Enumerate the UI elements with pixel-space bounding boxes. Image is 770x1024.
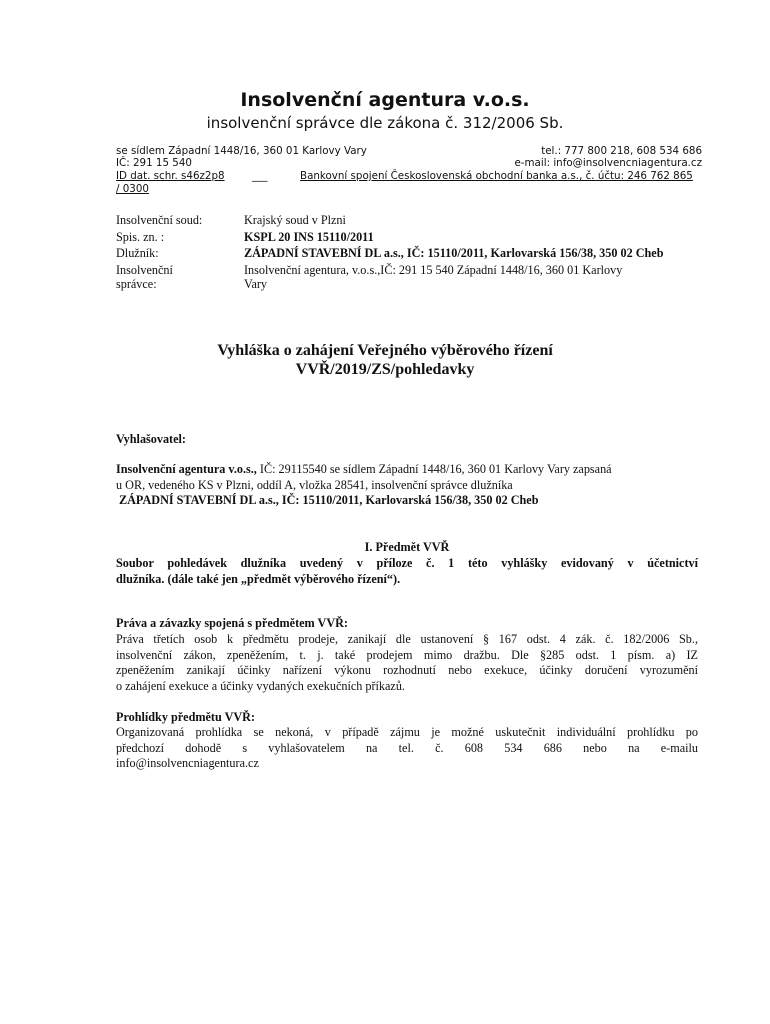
company-phone: tel.: 777 800 218, 608 534 686 [541, 145, 702, 157]
case-row-debtor [116, 246, 696, 261]
rights-paragraph [116, 632, 698, 694]
subject-line1: Soubor pohledávek dlužníka uvedený v příloze č. 1 této vyhlášky evidovaný v účetnictví [116, 556, 698, 570]
rights-line4: o zahájení exekuce a účinky vydaných exekučních příkazů. [116, 678, 405, 693]
announcer-heading: Vyhlašovatel: [116, 432, 186, 446]
announcer-name: Insolvenční agentura v.o.s., [116, 462, 257, 476]
trustee-label-line2: správce: [116, 277, 157, 291]
header-gap: ___ [252, 170, 268, 182]
company-title: Insolvenční agentura v.o.s. [240, 89, 530, 111]
databox-id: ID dat. schr. s46z2p8 [116, 170, 225, 182]
trustee-label-line1: Insolvenční [116, 262, 173, 277]
trustee-value-line2: Vary [244, 277, 268, 291]
bank-connection-cont: / 0300 [116, 183, 149, 195]
announcer-details: IČ: 29115540 se sídlem Západní 1448/16, 360 01 Karlovy Vary zapsaná [256, 462, 612, 476]
court-value: Krajský soud v Plzni [244, 213, 346, 228]
rights-line1: Práva třetích osob k předmětu prodeje, zanikají dle ustanovení § 167 odst. 4 zák. č. 182/2006 Sb., [116, 632, 698, 646]
debtor-value: ZÁPADNÍ STAVEBNÍ DL a.s., IČ: 15110/2011, Karlovarská 156/38, 350 02 Cheb [244, 246, 664, 260]
debtor-label: Dlužník: [116, 246, 159, 260]
inspection-paragraph [116, 725, 698, 772]
trustee-label [116, 261, 244, 292]
inspection-line1: Organizovaná prohlídka se nekoná, v případě zájmu je možné uskutečnit individuální prohlídku po [116, 725, 698, 739]
subject-line2: dlužníka. (dále také jen „předmět výběrového řízení“). [116, 571, 401, 586]
subject-heading: I. Předmět VVŘ [364, 540, 450, 554]
announcer-line2: u OR, vedeného KS v Plzni, oddíl A, vložka 28541, insolvenční správce dlužníka [116, 477, 513, 492]
file-label: Spis. zn. : [116, 230, 165, 245]
inspection-line2: předchozí dohodě s vyhlašovatelem na tel. č. 608 534 686 nebo na e-mailu [116, 740, 698, 755]
announcer-paragraph [116, 462, 698, 509]
case-row-file [116, 229, 696, 246]
company-email: e-mail: info@insolvencniagentura.cz [514, 157, 702, 169]
case-row-trustee [116, 261, 696, 292]
rights-line2: insolvenční zákon, zpeněžením, t. j. také prodejem mimo dražbu. Dle §285 odst. 1 písm. a) IZ [116, 647, 698, 662]
announcement-title-line2: VVŘ/2019/ZS/pohledavky [295, 361, 475, 378]
company-address: se sídlem Západní 1448/16, 360 01 Karlovy Vary [116, 145, 367, 157]
company-ico: IČ: 291 15 540 [116, 157, 192, 169]
court-label: Insolvenční soud: [116, 213, 203, 228]
announcement-title [0, 341, 770, 379]
trustee-value-line1: Insolvenční agentura, v.o.s.,IČ: 291 15 540 Západní 1448/16, 360 01 Karlovy [244, 262, 623, 277]
announcer-line1 [116, 462, 698, 478]
rights-heading: Práva a závazky spojená s předmětem VVŘ: [116, 616, 348, 630]
case-row-court [116, 212, 696, 229]
inspection-heading: Prohlídky předmětu VVŘ: [116, 710, 256, 724]
announcer-line3: ZÁPADNÍ STAVEBNÍ DL a.s., IČ: 15110/2011, Karlovarská 156/38, 350 02 Cheb [119, 493, 539, 507]
inspection-line3: info@insolvencniagentura.cz [116, 756, 259, 770]
subject-paragraph [116, 556, 698, 587]
case-info-table [116, 212, 696, 292]
bank-connection: Bankovní spojení Československá obchodní banka a.s., č. účtu: 246 762 865 [300, 170, 693, 182]
rights-line3: zpeněžením zanikají účinky nařízení výkonu rozhodnutí nebo exekuce, účinky doručení vyrozumění [116, 663, 698, 677]
announcement-title-line1: Vyhláška o zahájení Veřejného výběrového řízení [217, 342, 553, 359]
trustee-value [244, 261, 696, 292]
file-value: KSPL 20 INS 15110/2011 [244, 230, 374, 245]
company-subtitle: insolvenční správce dle zákona č. 312/2006 Sb. [206, 114, 564, 132]
